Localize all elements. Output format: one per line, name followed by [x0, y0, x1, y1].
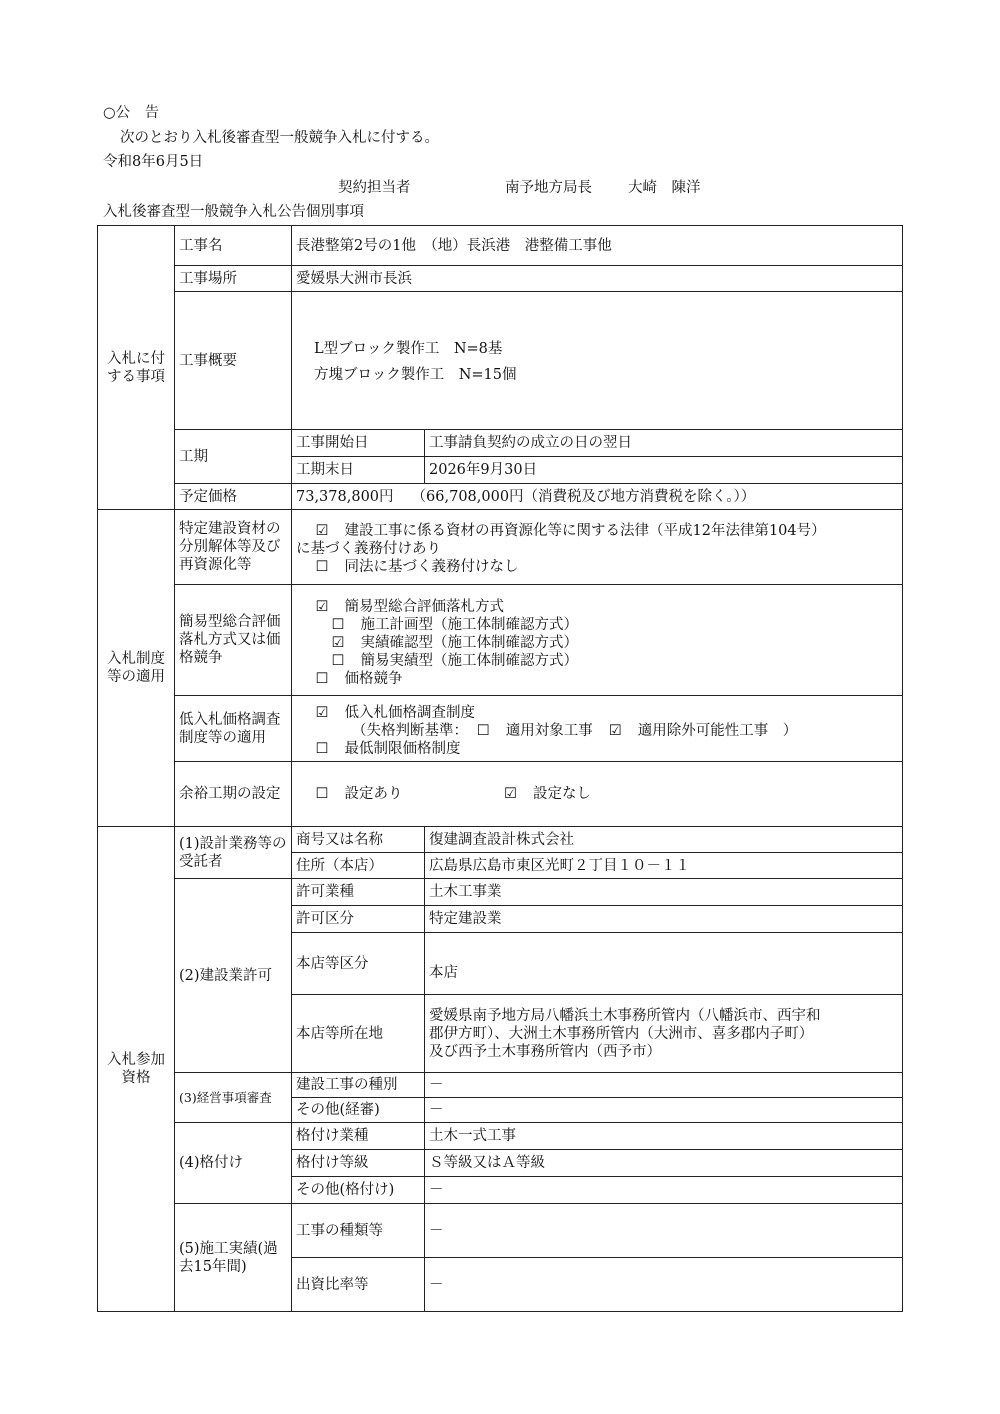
notice-table: [97, 225, 903, 1312]
checkbox-empty-icon: ☐: [476, 722, 490, 739]
checkbox-empty-icon: ☐: [315, 559, 329, 575]
margin-period-label: 余裕工期の設定: [175, 762, 292, 827]
checkbox-checked-icon: ☑: [504, 786, 517, 802]
investment-ratio-value: －: [425, 1258, 903, 1312]
rating-grade-value: Ｓ等級又はＡ等級: [425, 1150, 903, 1177]
work-place-value: 愛媛県大洲市長浜: [292, 266, 903, 292]
address-value: 広島県広島市東区光町２丁目１０－１１: [425, 853, 903, 879]
end-date-value: 2026年9月30日: [425, 457, 903, 484]
management-review-label: (3)経営事項審査: [175, 1073, 292, 1123]
checkbox-empty-icon: ☐: [315, 786, 329, 802]
work-kind-label: 建設工事の種別: [292, 1073, 425, 1098]
permit-label: (2)建設業許可: [175, 879, 292, 1073]
checkbox-empty-icon: ☐: [315, 671, 329, 687]
design-contractor-label: (1)設計業務等の受託者: [175, 827, 292, 879]
officer-office: 南予地方局長: [505, 180, 592, 196]
officer-role: 契約担当者: [338, 180, 411, 196]
summary-line: L型ブロック製作工 N=8基: [314, 340, 503, 357]
rating-type-value: 土木一式工事: [425, 1123, 903, 1150]
period-label: 工期: [175, 430, 292, 484]
notice-date: 令和8年6月5日: [103, 154, 204, 170]
checkbox-checked-icon: ☑: [315, 599, 329, 615]
work-name-value: 長港整第2号の1他 （地）長浜港 港整備工事他: [292, 226, 903, 266]
low-bid-label: 低入札価格調査制度等の適用: [175, 696, 292, 762]
work-kind-value: －: [425, 1073, 903, 1098]
other-rating-label: その他(格付け): [292, 1177, 425, 1204]
work-place-label: 工事場所: [175, 266, 292, 292]
section-bid-items-heading: 入札に付する事項: [98, 226, 175, 510]
end-date-label: 工期末日: [292, 457, 425, 484]
performance-label: (5)施工実績(過去15年間): [175, 1204, 292, 1312]
permit-type-value: 土木工事業: [425, 879, 903, 906]
recycle-options: ☑ 建設工事に係る資材の再資源化等に関する法律（平成12年法律第104号） に基づく義務付けあり ☐ 同法に基づく義務付けなし: [292, 510, 903, 585]
other-review-label: その他(経審): [292, 1098, 425, 1123]
eval-label: 簡易型総合評価落札方式又は価格競争: [175, 585, 292, 696]
intro-text: 次のとおり入札後審査型一般競争入札に付する。: [120, 130, 439, 146]
checkbox-empty-icon: ☐: [331, 617, 345, 633]
permit-class-label: 許可区分: [292, 906, 425, 933]
section-eligibility-heading: 入札参加資格: [98, 827, 175, 1312]
hq-location-value: 愛媛県南予地方局八幡浜土木事務所管内（八幡浜市、西宇和 郡伊方町）、大洲土木事務所管内（大洲市、喜多郡内子町） 及び西予土木事務所管内（西予市）: [425, 995, 903, 1073]
price-note: （66,708,000円（消費税及び地方消費税を除く。））: [411, 488, 756, 505]
low-bid-options: ☑ 低入札価格調査制度 （失格判断基準： ☐ 適用対象工事 ☑ 適用除外可能性工事 ） ☐ 最低制限価格制度: [292, 696, 903, 762]
checkbox-checked-icon: ☑: [315, 523, 329, 539]
notice-title: ○公 告: [103, 105, 160, 121]
work-type-value: －: [425, 1204, 903, 1258]
eval-options: ☑ 簡易型総合評価落札方式 ☐ 施工計画型（施工体制確認方式） ☑ 実績確認型（施工体制確認方式） ☐ 簡易実績型（施工体制確認方式） ☐ 価格競争: [292, 585, 903, 696]
hq-class-value: 本店: [425, 933, 903, 995]
checkbox-checked-icon: ☑: [331, 635, 345, 651]
summary-line: 方塊ブロック製作工 N=15個: [314, 366, 517, 383]
hq-location-label: 本店等所在地: [292, 995, 425, 1073]
permit-type-label: 許可業種: [292, 879, 425, 906]
rating-label: (4)格付け: [175, 1123, 292, 1204]
work-name-label: 工事名: [175, 226, 292, 266]
work-summary-value: [292, 292, 903, 430]
checkbox-checked-icon: ☑: [608, 722, 622, 739]
subtitle: 入札後審査型一般競争入札公告個別事項: [103, 204, 364, 220]
checkbox-empty-icon: ☐: [331, 653, 345, 669]
start-date-label: 工事開始日: [292, 430, 425, 457]
other-review-value: －: [425, 1098, 903, 1123]
officer-name: 大崎 陳洋: [628, 180, 701, 196]
price-label: 予定価格: [175, 484, 292, 510]
trade-name-label: 商号又は名称: [292, 827, 425, 853]
permit-class-value: 特定建設業: [425, 906, 903, 933]
rating-type-label: 格付け業種: [292, 1123, 425, 1150]
recycle-label: 特定建設資材の分別解体等及び再資源化等: [175, 510, 292, 585]
margin-period-options: ☐ 設定あり ☑ 設定なし: [292, 762, 903, 827]
work-summary-label: 工事概要: [175, 292, 292, 430]
rating-grade-label: 格付け等級: [292, 1150, 425, 1177]
price-value: 73,378,800円 （66,708,000円（消費税及び地方消費税を除く。））: [292, 484, 903, 510]
checkbox-empty-icon: ☐: [315, 740, 329, 757]
section-system-heading: 入札制度等の適用: [98, 510, 175, 827]
trade-name-value: 復建調査設計株式会社: [425, 827, 903, 853]
investment-ratio-label: 出資比率等: [292, 1258, 425, 1312]
other-rating-value: －: [425, 1177, 903, 1204]
hq-class-label: 本店等区分: [292, 933, 425, 995]
work-type-label: 工事の種類等: [292, 1204, 425, 1258]
checkbox-checked-icon: ☑: [315, 704, 329, 721]
start-date-value: 工事請負契約の成立の日の翌日: [425, 430, 903, 457]
address-label: 住所（本店）: [292, 853, 425, 879]
